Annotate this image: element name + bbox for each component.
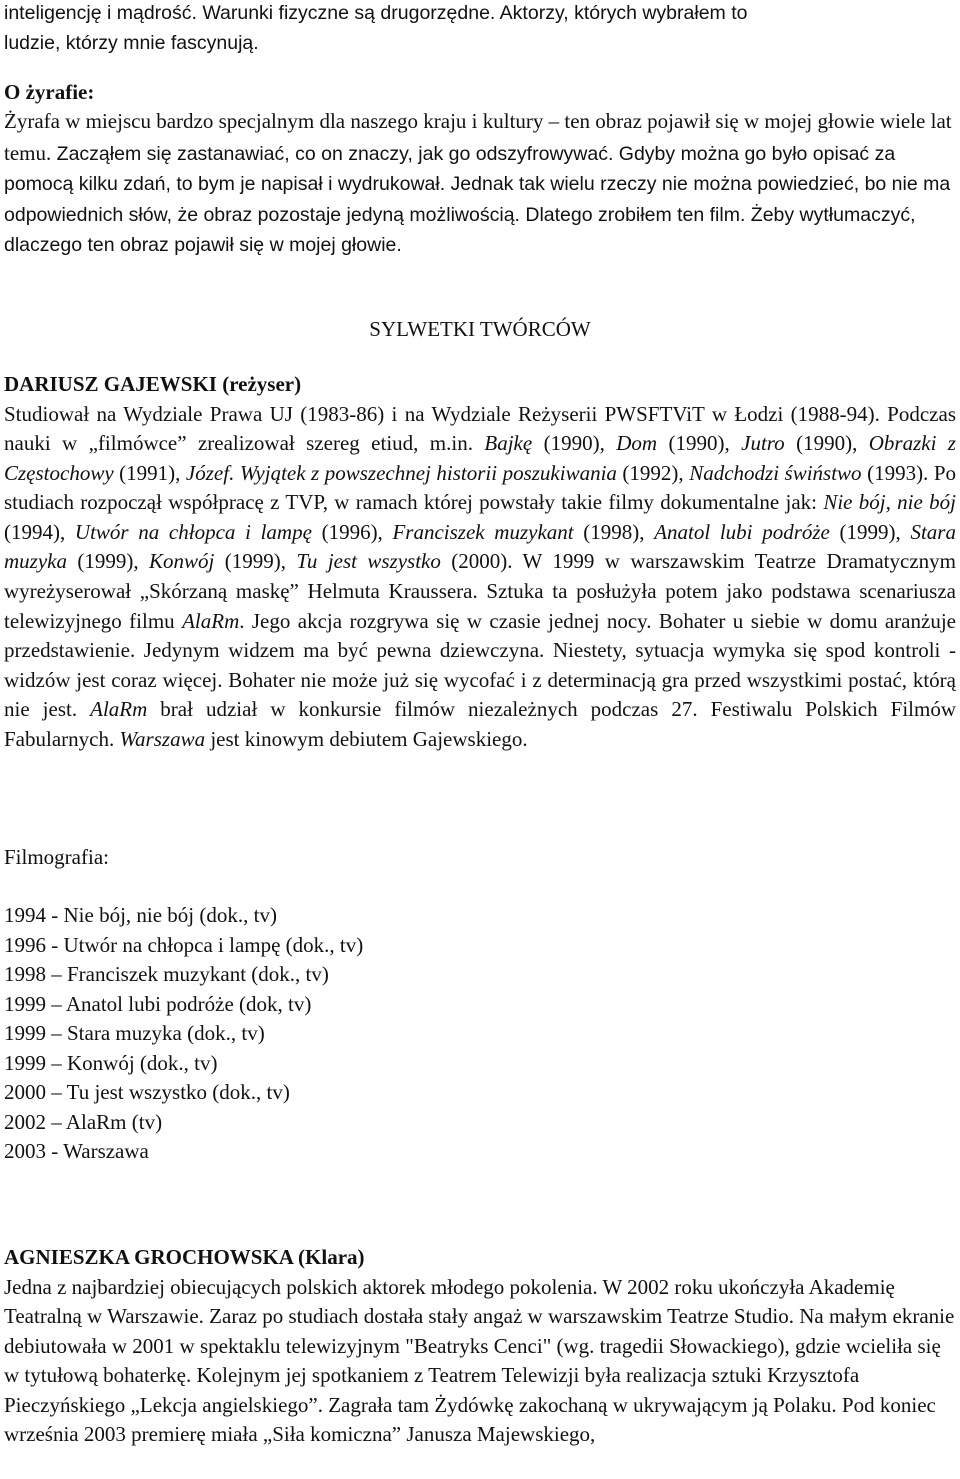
giraffe-serif-text: Żyrafa w miejscu bardzo specjalnym dla naszego kraju i kultury – ten obraz pojawił się w mojej głowie wiele lat temu.	[4, 109, 952, 165]
intro-line: inteligencję i mądrość. Warunki fizyczne są drugorzędne. Aktorzy, których wybrałem to	[4, 2, 748, 24]
film-title: Nie bój, nie bój	[823, 490, 956, 515]
gajewski-section	[4, 370, 956, 755]
bio-text: (1990),	[784, 431, 869, 456]
film-title: Utwór na chłopca i lampę	[74, 519, 312, 544]
filmography-label: Filmografia:	[4, 845, 109, 869]
bio-text: (1999),	[66, 549, 150, 574]
bio-text: (1999),	[214, 549, 297, 574]
intro-line: ludzie, którzy mnie fascynują.	[4, 31, 259, 54]
bio-text: (1998),	[573, 519, 655, 544]
bio-text: (1993). Po studiach rozpoczął współpracę z TVP, w ramach której powstały takie filmy dokumentalne jak:	[4, 460, 956, 515]
film-title: Dom	[616, 431, 658, 456]
giraffe-section	[4, 77, 956, 262]
film-title: Wyjątek z powszechnej historii poszukiwania	[239, 460, 617, 485]
film-title: AlaRm	[182, 608, 240, 633]
film-title: Józef.	[185, 460, 235, 485]
gajewski-bio	[4, 400, 956, 755]
filmography-item: 1996 - Utwór na chłopca i lampę (dok., tv)	[4, 932, 364, 957]
section-title: SYLWETKI TWÓRCÓW	[369, 317, 591, 341]
bio-text: (1990),	[657, 431, 742, 456]
filmography-item: 2000 – Tu jest wszystko (dok., tv)	[4, 1080, 290, 1104]
intro-paragraph	[4, 0, 956, 58]
film-title: Warszawa	[119, 727, 206, 752]
bio-text: jest kinowym debiutem Gajewskiego.	[205, 727, 528, 752]
bio-text: (1990),	[532, 431, 617, 456]
filmography-item: 1999 – Anatol lubi podróże (dok, tv)	[4, 991, 312, 1016]
giraffe-heading: O żyrafie:	[4, 80, 95, 104]
bio-text: . Jego akcja rozgrywa się w czasie jednej nocy. Bohater u siebie w domu aranżuje przedstawienie. Jedynym widzem ma być pewna dziewczyna. Niestety, sytuacja wymyka się spod kontroli - widzów jest coraz więcej. Bohater nie może już się wycofać i z determinacją gra przed wszystkimi postać, którą nie jest.	[4, 608, 956, 722]
filmography-item: 1994 - Nie bój, nie bój (dok., tv)	[4, 903, 277, 927]
bio-text: (1996),	[311, 519, 393, 544]
gajewski-heading: DARIUSZ GAJEWSKI (reżyser)	[4, 372, 302, 396]
film-title: Bajkę	[484, 431, 533, 456]
film-title: AlaRm	[90, 697, 148, 722]
bio-text: (1999),	[829, 519, 911, 544]
grochowska-heading: AGNIESZKA GROCHOWSKA (Klara)	[4, 1245, 365, 1269]
bio-text: Studiował na Wydziale Prawa UJ (1983-86) i na Wydziale Reżyserii PWSFTViT w Łodzi (1988-94). Podczas nauki w „filmówce” zrealizował szereg etiud, m.in.	[4, 401, 956, 456]
filmography-item: 2002 – AlaRm (tv)	[4, 1109, 163, 1134]
filmography-item: 1999 – Konwój (dok., tv)	[4, 1050, 218, 1075]
film-title: Nadchodzi świństwo	[689, 460, 862, 485]
bio-text: (1991),	[113, 460, 186, 485]
film-title: Anatol lubi podróże	[654, 519, 830, 544]
film-title: Obrazki z Częstochowy	[4, 431, 956, 485]
giraffe-paragraph	[4, 107, 956, 262]
grochowska-section	[4, 1243, 956, 1450]
giraffe-sans-text: Zacząłem się zastanawiać, co on znaczy, jak go odszyfrowywać. Gdyby można go było opisać za pomocą kilku zdań, to bym je napisał i wydrukował. Jednak tak wielu rzeczy nie można powiedzieć, bo nie ma odpowiednich słów, że obraz pozostaje jedyną możliwością. Dlatego zrobiłem ten film. Żeby wytłumaczyć, dlaczego ten obraz pojawił się w mojej głowie.	[4, 142, 951, 257]
filmography-item: 1999 – Stara muzyka (dok., tv)	[4, 1021, 265, 1045]
bio-text: (1994),	[4, 519, 75, 544]
filmography-item: 2003 - Warszawa	[4, 1139, 149, 1163]
bio-text: brał udział w konkursie filmów niezależnych podczas 27. Festiwalu Polskich Filmów Fabularnych.	[4, 697, 956, 752]
film-title: Jutro	[741, 431, 785, 456]
film-title: Tu jest wszystko	[296, 549, 441, 574]
bio-text: (1992),	[616, 460, 690, 485]
grochowska-bio: Jedna z najbardziej obiecujących polskich aktorek młodego pokolenia. W 2002 roku ukończyła Akademię Teatralną w Warszawie. Zaraz po studiach dostała stały angaż w warszawskim Teatrze Studio. Na małym ekranie debiutowała w 2001 w spektaklu telewizyjnym "Beatryks Cenci" (wg. tragedii Słowackiego), gdzie wcieliła się w tytułową bohaterkę. Kolejnym jej spotkaniem z Teatrem Telewizji była realizacja sztuki Krzysztofa Pieczyńskiego „Lekcja angielskiego”. Zagrała tam Żydówkę zakochaną w ukrywającym ją Polaku. Pod koniec września 2003 premierę miała „Siła komiczna” Janusza Majewskiego,	[4, 1274, 955, 1447]
filmography-list	[4, 901, 956, 1167]
bio-text: (2000). W 1999 w warszawskim Teatrze Dramatycznym wyreżyserował „Skórzaną maskę” Helmuta Kraussera. Sztuka ta posłużyła potem jako podstawa scenariusza telewizyjnego filmu	[4, 549, 956, 633]
filmography-item: 1998 – Franciszek muzykant (dok., tv)	[4, 962, 329, 986]
film-title: Stara muzyka	[4, 519, 956, 574]
film-title: Franciszek muzykant	[392, 519, 574, 544]
film-title: Konwój	[149, 549, 215, 574]
